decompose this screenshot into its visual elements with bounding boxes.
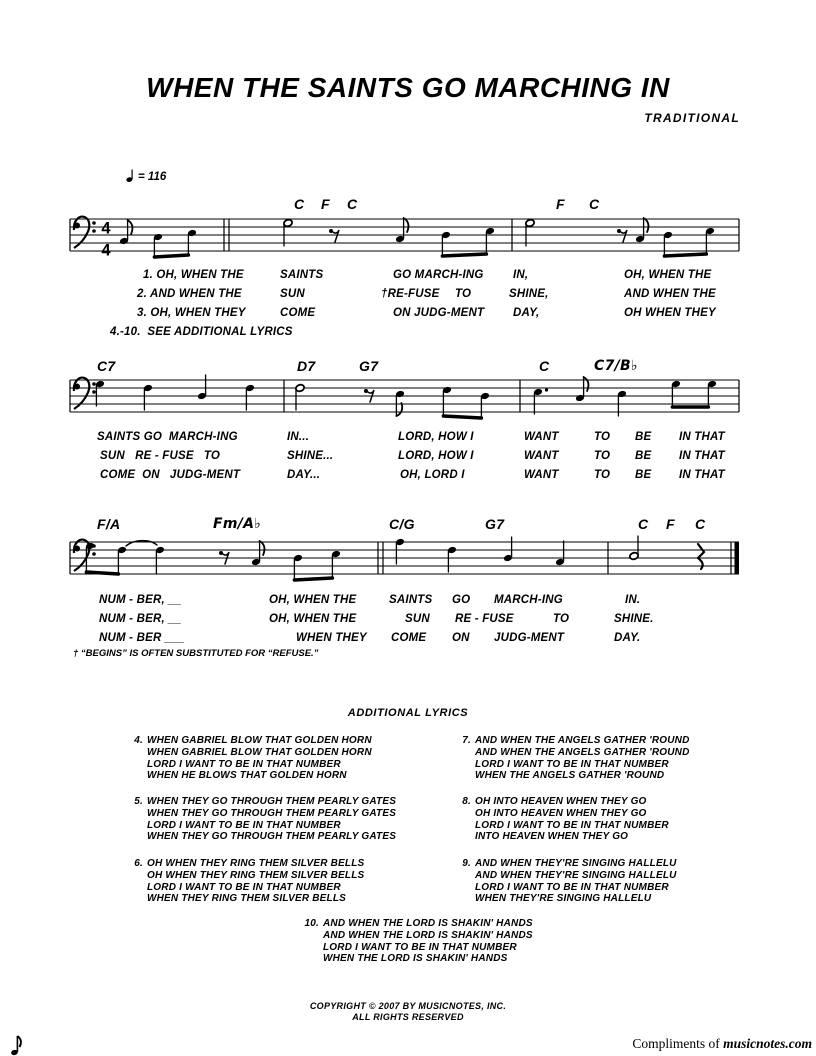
copyright-line-2: ALL RIGHTS RESERVED: [352, 1012, 464, 1022]
staff-lines: [70, 380, 739, 412]
chord-symbol: C: [638, 516, 649, 532]
verse-6: [134, 858, 365, 905]
verse-number: 7.: [462, 735, 471, 746]
lyric-segment: TO: [455, 288, 472, 300]
footnote: † “BEGINS” IS OFTEN SUBSTITUTED FOR “REFUSE.”: [73, 648, 319, 659]
verse-line: WHEN THEY GO THROUGH THEM PEARLY GATES: [147, 807, 397, 819]
verse-line: AND WHEN THE ANGELS GATHER 'ROUND: [475, 746, 690, 758]
lyric-segment: OH, WHEN THE: [269, 613, 357, 625]
page-title: WHEN THE SAINTS GO MARCHING IN: [146, 72, 670, 103]
verse-line: OH WHEN THEY RING THEM SILVER BELLS: [147, 869, 365, 881]
verse-number: 9.: [462, 858, 471, 869]
chord-symbol: F: [666, 516, 675, 532]
chord-symbol: F: [556, 196, 565, 212]
verse-line: AND WHEN THEY'RE SINGING HALLELU: [475, 858, 677, 869]
lyric-segment: SUN RE - FUSE TO: [100, 450, 221, 462]
lyric-segment: NUM - BER ___: [99, 632, 185, 644]
lyric-segment: IN THAT: [679, 431, 725, 443]
staff-system-1: [0, 210, 816, 268]
lyric-segment: NUM - BER, __: [99, 613, 182, 625]
credit-traditional: TRADITIONAL: [644, 111, 740, 125]
verse-line: AND WHEN THEY'RE SINGING HALLELU: [475, 869, 677, 881]
lyric-segment: ON: [452, 632, 470, 644]
lyric-segment: LORD, HOW I: [398, 450, 474, 462]
verse-line: AND WHEN THE LORD IS SHAKIN' HANDS: [323, 918, 533, 929]
lyric-segment: COME ON JUDG-MENT: [100, 469, 241, 481]
lyric-segment: MARCH-ING: [494, 594, 563, 606]
lyric-segment: TO: [594, 450, 611, 462]
lyric-segment: IN.: [625, 594, 641, 606]
compliments-footer: [632, 1036, 812, 1052]
lyric-segment: SHINE.: [614, 613, 654, 625]
staff-system-3: [0, 534, 816, 592]
lyric-segment: SAINTS: [280, 269, 324, 281]
chord-symbol: D7: [297, 358, 316, 374]
verse-line: LORD I WANT TO BE IN THAT NUMBER: [323, 941, 517, 953]
lyric-segment: COME: [391, 632, 427, 644]
svg-text:4: 4: [101, 241, 111, 260]
lyric-segment: TO: [594, 469, 611, 481]
chord-symbol: F/A: [97, 516, 121, 532]
lyric-segment: SAINTS: [389, 594, 433, 606]
chord-symbol: C7/B♭: [594, 358, 638, 374]
lyric-segment: COME: [280, 307, 316, 319]
lyric-segment: LORD, HOW I: [398, 431, 474, 443]
lyric-segment: DAY,: [513, 307, 540, 319]
chord-symbol: C7: [97, 358, 116, 374]
lyric-segment: 2. AND WHEN THE: [137, 288, 242, 300]
verse-line: LORD I WANT TO BE IN THAT NUMBER: [147, 819, 341, 831]
compliments-prefix: Compliments of: [632, 1036, 724, 1051]
verse-line: OH INTO HEAVEN WHEN THEY GO: [475, 796, 647, 807]
lyric-segment: OH, LORD I: [400, 469, 465, 481]
verse-line: LORD I WANT TO BE IN THAT NUMBER: [147, 758, 341, 770]
lyric-segment: ON JUDG-MENT: [393, 307, 485, 319]
verse-number: 8.: [462, 796, 471, 807]
lyric-segment: NUM - BER, __: [99, 594, 182, 606]
final-barline: [735, 542, 740, 574]
lyric-segment: DAY.: [614, 632, 641, 644]
lyric-segment: BE: [635, 431, 652, 443]
verse-line: AND WHEN THE LORD IS SHAKIN' HANDS: [323, 929, 533, 941]
lyric-segment: GO: [452, 594, 471, 606]
quarter-note-icon: [126, 168, 135, 183]
verse-line: WHEN THEY GO THROUGH THEM PEARLY GATES: [147, 831, 397, 843]
chord-symbol: C: [539, 358, 550, 374]
lyric-segment: SUN: [405, 613, 430, 625]
tie: [126, 541, 157, 546]
verse-number: 6.: [134, 858, 143, 869]
lyric-segment: SHINE...: [287, 450, 334, 462]
verse-9: [462, 858, 677, 905]
lyric-segment: IN,: [513, 269, 529, 281]
verse-number: 5.: [134, 796, 143, 807]
verse-line: OH INTO HEAVEN WHEN THEY GO: [475, 807, 647, 819]
tempo-marking: [126, 168, 166, 183]
verse-line: WHEN THEY GO THROUGH THEM PEARLY GATES: [147, 796, 397, 807]
musicnotes-corner-glyph: [10, 1033, 24, 1056]
lyric-segment: IN THAT: [679, 469, 725, 481]
tempo-value: = 116: [138, 171, 167, 183]
staff-system-2: [0, 372, 816, 430]
lyric-segment: WANT: [524, 469, 559, 481]
verse-line: WHEN THE ANGELS GATHER 'ROUND: [475, 770, 665, 782]
verse-line: LORD I WANT TO BE IN THAT NUMBER: [147, 881, 341, 893]
verse-5: [134, 796, 397, 843]
verse-line: WHEN THEY RING THEM SILVER BELLS: [147, 893, 347, 905]
verse-line: AND WHEN THE ANGELS GATHER 'ROUND: [475, 735, 690, 746]
chord-symbol: C: [347, 196, 358, 212]
lyric-segment: BE: [635, 469, 652, 481]
musicnotes-brand: musicnotes.com: [723, 1036, 812, 1051]
lyric-segment: DAY...: [287, 469, 321, 481]
lyric-segment: WHEN THEY: [296, 632, 367, 644]
chord-symbol: C: [695, 516, 706, 532]
verse-line: WHEN GABRIEL BLOW THAT GOLDEN HORN: [147, 746, 372, 758]
verse-line: LORD I WANT TO BE IN THAT NUMBER: [475, 819, 669, 831]
lyric-segment: RE - FUSE: [455, 613, 514, 625]
lyric-segment: †RE-FUSE: [381, 288, 440, 300]
chord-symbol: C: [294, 196, 305, 212]
chord-symbol: C/G: [389, 516, 415, 532]
lyric-segment: OH WHEN THEY: [624, 307, 716, 319]
chord-symbol: G7: [485, 516, 505, 532]
lyric-segment: IN THAT: [679, 450, 725, 462]
chord-symbol: F: [321, 196, 330, 212]
lyric-segment: IN...: [287, 431, 310, 443]
verse-line: LORD I WANT TO BE IN THAT NUMBER: [475, 881, 669, 893]
verse-line: WHEN THEY'RE SINGING HALLELU: [475, 893, 652, 905]
lyric-segment: OH, WHEN THE: [269, 594, 357, 606]
time-signature: [101, 220, 111, 260]
quarter-rest: [698, 544, 704, 569]
verse-7: [462, 735, 690, 782]
verse-line: WHEN HE BLOWS THAT GOLDEN HORN: [147, 770, 347, 782]
chord-symbol: Fm/A♭: [213, 516, 262, 532]
lyric-segment: SAINTS GO MARCH-ING: [97, 431, 238, 443]
lyric-segment: TO: [553, 613, 570, 625]
lyric-segment: BE: [635, 450, 652, 462]
copyright-line-1: COPYRIGHT © 2007 BY MUSICNOTES, INC.: [309, 1001, 507, 1011]
staff-lines: [70, 542, 739, 574]
verse-line: OH WHEN THEY RING THEM SILVER BELLS: [147, 858, 365, 869]
lyric-segment: SUN: [280, 288, 305, 300]
verse-line: WHEN THE LORD IS SHAKIN' HANDS: [323, 953, 508, 965]
verse-line: INTO HEAVEN WHEN THEY GO: [475, 831, 629, 843]
staff-lines: [70, 219, 739, 251]
verse-line: LORD I WANT TO BE IN THAT NUMBER: [475, 758, 669, 770]
lyric-segment: 3. OH, WHEN THEY: [137, 307, 246, 319]
lyric-segment: TO: [594, 431, 611, 443]
lyric-segment: WANT: [524, 431, 559, 443]
verse-4: [134, 735, 372, 782]
svg-text:4: 4: [101, 219, 111, 238]
verse-10: [304, 918, 533, 965]
lyric-segment: OH, WHEN THE: [624, 269, 712, 281]
lyric-segment: JUDG-MENT: [494, 632, 565, 644]
verse-8: [462, 796, 669, 843]
lyric-segment: 1. OH, WHEN THE: [143, 269, 244, 281]
verse-line: WHEN GABRIEL BLOW THAT GOLDEN HORN: [147, 735, 372, 746]
chord-symbol: C: [589, 196, 600, 212]
chord-symbol: G7: [359, 358, 379, 374]
lyric-segment: WANT: [524, 450, 559, 462]
lyric-segment: SHINE,: [509, 288, 549, 300]
additional-lyrics-heading: ADDITIONAL LYRICS: [347, 707, 469, 719]
verse-number: 4.: [134, 735, 143, 746]
lyric-segment: GO MARCH-ING: [393, 269, 484, 281]
verse-number: 10.: [304, 918, 319, 929]
lyric-segment: AND WHEN THE: [624, 288, 716, 300]
lyric-segment: 4.-10. SEE ADDITIONAL LYRICS: [110, 326, 293, 338]
